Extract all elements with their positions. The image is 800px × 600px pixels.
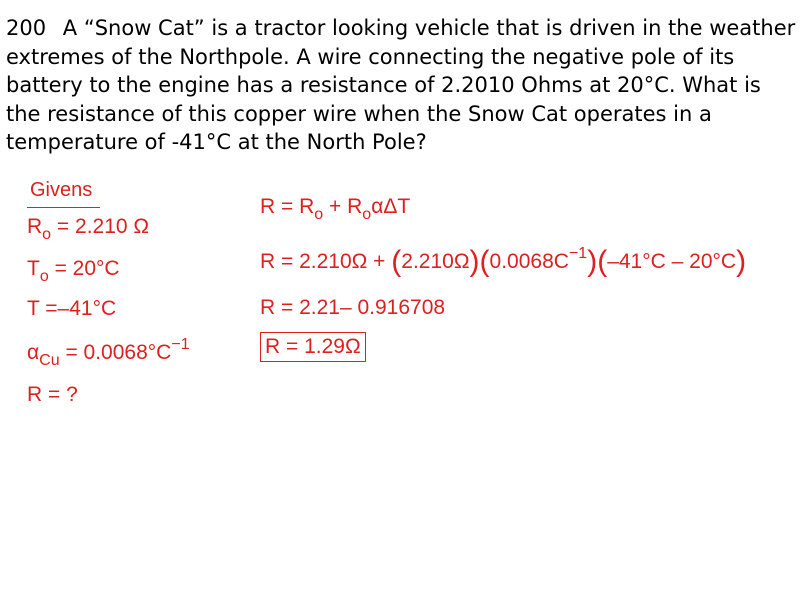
substitution-term1: 2.210Ω bbox=[401, 250, 470, 273]
problem-number: 200 bbox=[6, 16, 47, 40]
given-alpha-superscript: −1 bbox=[171, 336, 190, 353]
paren-open-2: ( bbox=[479, 245, 490, 278]
problem-text: A “Snow Cat” is a tractor looking vehicle that is driven in the weather extremes of the Northpole. A wire connecting the negative pole of its battery to the engine has a resistance of 2.2010 Ohms at 20°C. What is the resistance of this copper wire when the Snow Cat operates in a temperature of -41°C at the North Pole? bbox=[6, 16, 796, 154]
solution-answer bbox=[260, 336, 366, 357]
problem-statement bbox=[6, 14, 796, 157]
paren-open-3: ( bbox=[597, 245, 608, 278]
givens-underline bbox=[27, 207, 100, 208]
given-t-text: T =–41°C bbox=[27, 297, 117, 320]
given-t0-symbol: T bbox=[27, 257, 40, 280]
given-r0 bbox=[27, 215, 150, 243]
given-unknown bbox=[27, 384, 78, 405]
substitution-term2: 0.0068C bbox=[489, 250, 569, 273]
paren-close-1: ) bbox=[469, 245, 480, 278]
solution-formula bbox=[260, 195, 411, 223]
solution-substitution bbox=[260, 244, 747, 278]
given-alpha-subscript: Cu bbox=[39, 352, 60, 369]
formula-sub2: o bbox=[362, 206, 372, 223]
solution-step bbox=[260, 297, 445, 318]
formula-rhs: αΔT bbox=[371, 195, 411, 218]
paren-open-1: ( bbox=[391, 245, 402, 278]
given-alpha-symbol: α bbox=[27, 341, 40, 364]
substitution-term3: –41°C – 20°C bbox=[607, 250, 737, 273]
given-t bbox=[27, 298, 116, 319]
paren-close-2: ) bbox=[587, 245, 598, 278]
given-r0-subscript: o bbox=[42, 226, 52, 243]
given-t0 bbox=[27, 257, 120, 285]
paren-close-3: ) bbox=[736, 245, 747, 278]
given-r0-symbol: R bbox=[27, 215, 43, 238]
given-t0-subscript: o bbox=[39, 268, 49, 285]
substitution-start: R = 2.210Ω + bbox=[260, 250, 392, 273]
step-text: R = 2.21– 0.916708 bbox=[260, 296, 446, 319]
given-unknown-text: R = ? bbox=[27, 383, 78, 406]
given-r0-value: = 2.210 Ω bbox=[56, 215, 150, 238]
given-alpha-value: = 0.0068°C bbox=[65, 341, 172, 364]
formula-lhs: R = R bbox=[260, 195, 315, 218]
formula-mid: + R bbox=[323, 195, 363, 218]
formula-sub1: o bbox=[314, 206, 324, 223]
givens-heading: Givens bbox=[30, 179, 93, 201]
answer-box: R = 1.29Ω bbox=[260, 332, 366, 362]
substitution-term2-sup: −1 bbox=[568, 245, 588, 262]
given-alpha bbox=[27, 336, 190, 369]
given-t0-value: = 20°C bbox=[54, 257, 120, 280]
